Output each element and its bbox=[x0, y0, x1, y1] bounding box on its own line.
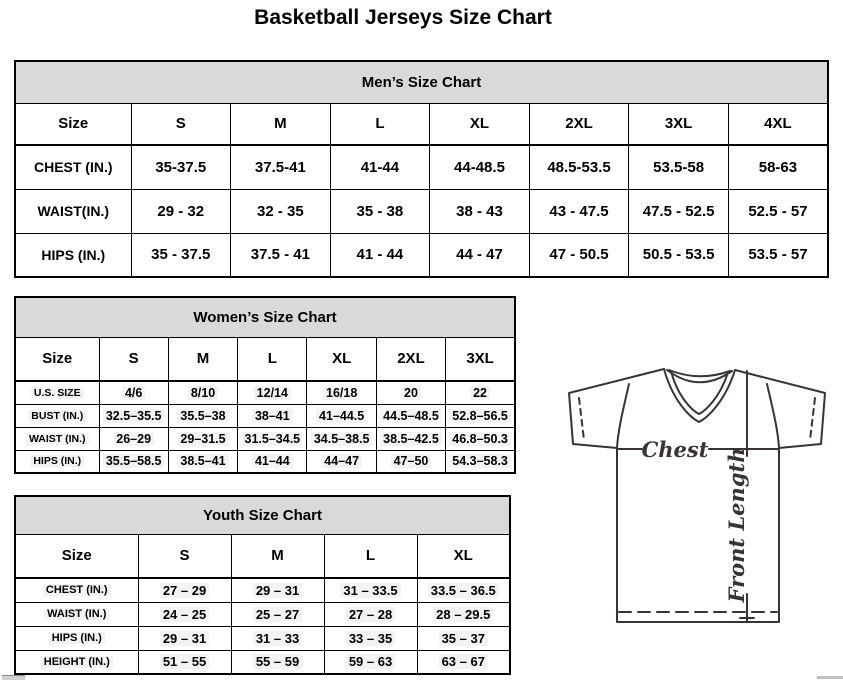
size-value: 4/6 bbox=[99, 381, 168, 404]
size-value: 41–44 bbox=[238, 450, 307, 473]
table-row bbox=[15, 626, 510, 650]
table-row bbox=[15, 602, 510, 626]
size-value: 52.8–56.5 bbox=[446, 404, 515, 427]
page-title: Basketball Jerseys Size Chart bbox=[254, 6, 552, 29]
size-value: 33.5 – 36.5 bbox=[417, 578, 510, 602]
jersey-right-sleeve bbox=[735, 370, 825, 448]
size-value: 41-44 bbox=[330, 145, 430, 189]
size-value: 63 – 67 bbox=[417, 650, 510, 674]
youth-size-chart-table bbox=[14, 495, 511, 675]
size-value: 38.5–42.5 bbox=[376, 427, 445, 450]
column-header: M bbox=[231, 103, 331, 145]
mens-size-chart-table bbox=[14, 60, 829, 278]
row-label: WAIST (IN.) bbox=[15, 427, 99, 450]
size-value: 35 - 37.5 bbox=[131, 233, 231, 277]
row-label: CHEST (IN.) bbox=[15, 145, 131, 189]
table-title: Men’s Size Chart bbox=[15, 61, 828, 103]
size-value: 47.5 - 52.5 bbox=[629, 189, 729, 233]
column-header: Size bbox=[15, 103, 131, 145]
column-header: 3XL bbox=[629, 103, 729, 145]
womens-size-chart-table bbox=[14, 296, 516, 474]
size-value: 31 – 33 bbox=[231, 626, 324, 650]
row-label: HIPS (IN.) bbox=[15, 450, 99, 473]
size-value: 37.5-41 bbox=[231, 145, 331, 189]
table-title: Youth Size Chart bbox=[15, 496, 510, 534]
jersey-right-cuff-dashed bbox=[810, 398, 815, 440]
column-header: M bbox=[168, 337, 237, 381]
size-value: 35 - 38 bbox=[330, 189, 430, 233]
size-value: 50.5 - 53.5 bbox=[629, 233, 729, 277]
size-value: 22 bbox=[446, 381, 515, 404]
size-value: 33 – 35 bbox=[324, 626, 417, 650]
table-row bbox=[15, 450, 515, 473]
size-value: 32.5–35.5 bbox=[99, 404, 168, 427]
row-label: WAIST(IN.) bbox=[15, 189, 131, 233]
size-value: 27 – 29 bbox=[138, 578, 231, 602]
column-header: M bbox=[231, 534, 324, 578]
column-header: S bbox=[138, 534, 231, 578]
size-value: 55 – 59 bbox=[231, 650, 324, 674]
size-value: 20 bbox=[376, 381, 445, 404]
size-value: 24 – 25 bbox=[138, 602, 231, 626]
table-row bbox=[15, 189, 828, 233]
size-value: 43 - 47.5 bbox=[529, 189, 629, 233]
size-value: 44 - 47 bbox=[430, 233, 530, 277]
size-value: 41–44.5 bbox=[307, 404, 376, 427]
front-length-label: Front Length bbox=[724, 447, 749, 603]
size-value: 59 – 63 bbox=[324, 650, 417, 674]
row-label: U.S. SIZE bbox=[15, 381, 99, 404]
row-label: WAIST (IN.) bbox=[15, 602, 138, 626]
size-value: 41 - 44 bbox=[330, 233, 430, 277]
table-row bbox=[15, 650, 510, 674]
size-value: 16/18 bbox=[307, 381, 376, 404]
table-title: Women’s Size Chart bbox=[15, 297, 515, 337]
size-value: 29 - 32 bbox=[131, 189, 231, 233]
row-label: HEIGHT (IN.) bbox=[15, 650, 138, 674]
row-label: CHEST (IN.) bbox=[15, 578, 138, 602]
size-value: 44-48.5 bbox=[430, 145, 530, 189]
size-value: 44–47 bbox=[307, 450, 376, 473]
column-header: 2XL bbox=[529, 103, 629, 145]
size-value: 29–31.5 bbox=[168, 427, 237, 450]
size-value: 52.5 - 57 bbox=[728, 189, 828, 233]
cutoff-element-left bbox=[2, 675, 25, 680]
column-header: S bbox=[99, 337, 168, 381]
size-value: 35 – 37 bbox=[417, 626, 510, 650]
jersey-measurement-diagram bbox=[557, 360, 837, 625]
column-header: XL bbox=[417, 534, 510, 578]
size-value: 53.5-58 bbox=[629, 145, 729, 189]
column-header: 2XL bbox=[376, 337, 445, 381]
column-header: S bbox=[131, 103, 231, 145]
size-value: 51 – 55 bbox=[138, 650, 231, 674]
column-header: XL bbox=[430, 103, 530, 145]
size-value: 47–50 bbox=[376, 450, 445, 473]
column-header: XL bbox=[307, 337, 376, 381]
size-value: 46.8–50.3 bbox=[446, 427, 515, 450]
size-value: 47 - 50.5 bbox=[529, 233, 629, 277]
size-value: 8/10 bbox=[168, 381, 237, 404]
table-row bbox=[15, 145, 828, 189]
size-value: 54.3–58.3 bbox=[446, 450, 515, 473]
jersey-back-collar-arc-inner bbox=[669, 370, 730, 376]
size-value: 26–29 bbox=[99, 427, 168, 450]
size-value: 38.5–41 bbox=[168, 450, 237, 473]
column-header: L bbox=[238, 337, 307, 381]
size-value: 31 – 33.5 bbox=[324, 578, 417, 602]
size-value: 53.5 - 57 bbox=[728, 233, 828, 277]
size-value: 32 - 35 bbox=[231, 189, 331, 233]
size-value: 38–41 bbox=[238, 404, 307, 427]
table-row bbox=[15, 233, 828, 277]
jersey-left-cuff-dashed bbox=[579, 398, 584, 440]
table-row bbox=[15, 404, 515, 427]
table-row bbox=[15, 427, 515, 450]
row-label: HIPS (IN.) bbox=[15, 626, 138, 650]
size-value: 29 – 31 bbox=[138, 626, 231, 650]
size-value: 35-37.5 bbox=[131, 145, 231, 189]
size-value: 31.5–34.5 bbox=[238, 427, 307, 450]
row-label: HIPS (IN.) bbox=[15, 233, 131, 277]
column-header: Size bbox=[15, 534, 138, 578]
row-label: BUST (IN.) bbox=[15, 404, 99, 427]
column-header: 3XL bbox=[446, 337, 515, 381]
table-row bbox=[15, 578, 510, 602]
size-value: 27 – 28 bbox=[324, 602, 417, 626]
size-value: 29 – 31 bbox=[231, 578, 324, 602]
column-header: L bbox=[324, 534, 417, 578]
size-value: 35.5–38 bbox=[168, 404, 237, 427]
table-row bbox=[15, 381, 515, 404]
size-value: 58-63 bbox=[728, 145, 828, 189]
size-value: 37.5 - 41 bbox=[231, 233, 331, 277]
size-value: 44.5–48.5 bbox=[376, 404, 445, 427]
column-header: Size bbox=[15, 337, 99, 381]
jersey-body-outline bbox=[617, 448, 779, 622]
jersey-right-armhole-seam bbox=[767, 384, 779, 448]
column-header: 4XL bbox=[728, 103, 828, 145]
size-value: 38 - 43 bbox=[430, 189, 530, 233]
size-value: 34.5–38.5 bbox=[307, 427, 376, 450]
jersey-left-armhole-seam bbox=[617, 384, 629, 448]
size-value: 35.5–58.5 bbox=[99, 450, 168, 473]
chest-label: Chest bbox=[641, 437, 709, 462]
size-value: 25 – 27 bbox=[231, 602, 324, 626]
size-value: 48.5-53.5 bbox=[529, 145, 629, 189]
size-value: 12/14 bbox=[238, 381, 307, 404]
column-header: L bbox=[330, 103, 430, 145]
size-value: 28 – 29.5 bbox=[417, 602, 510, 626]
